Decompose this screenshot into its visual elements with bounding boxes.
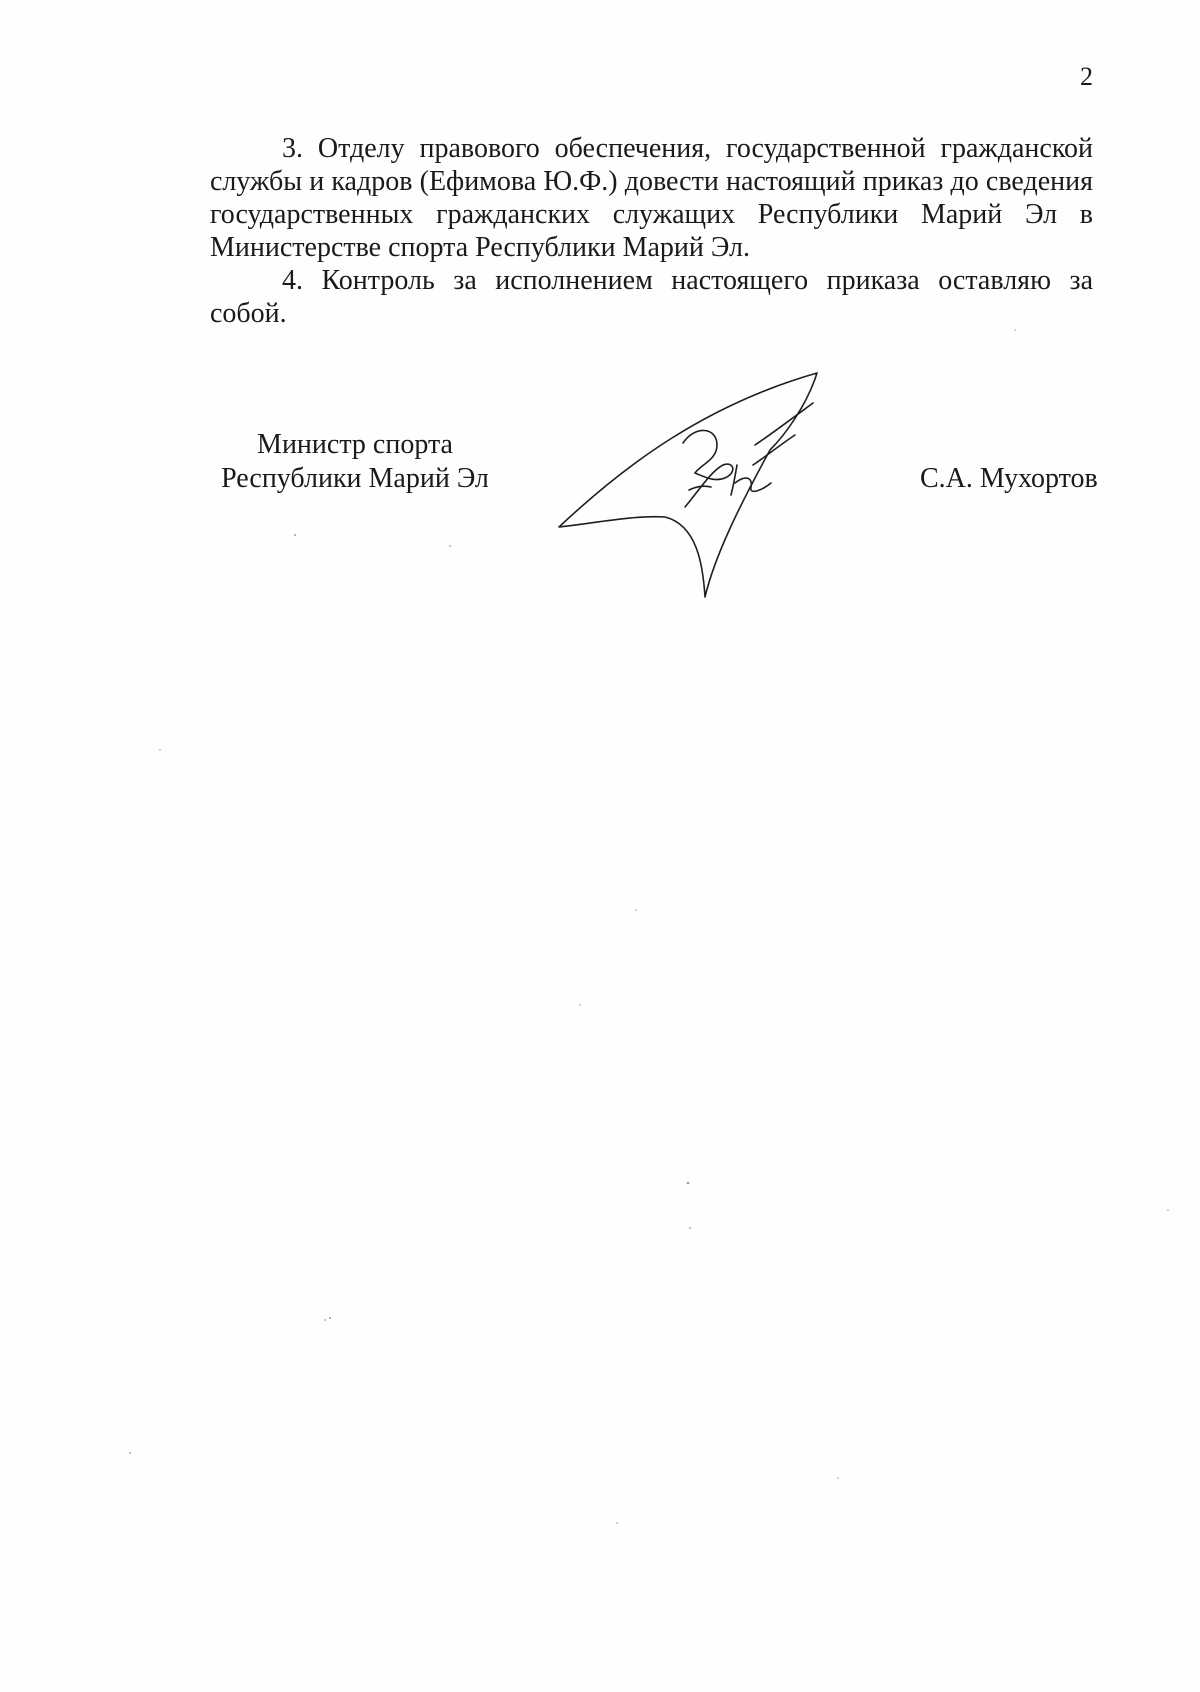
signatory-position-line-2: Республики Марий Эл [221,463,489,494]
signatory-name: С.А. Мухортов [920,463,1098,494]
signatory-position-line-1: Министр спорта [257,429,453,460]
paragraph-4: 4. Контроль за исполнением настоящего приказа оставляю за собой. [210,265,1093,329]
signatory-position [200,428,510,496]
handwritten-signature [555,365,835,605]
page-number: 2 [1080,62,1093,91]
signature-block [0,0,1200,700]
paragraph-3: 3. Отделу правового обеспечения, государственной гражданской службы и кадров (Ефимова Ю.Ф.) довести настоящий приказ до сведения государственных гражданских служащих Республики Марий Эл в Министерстве спорта Республики Марий Эл. [210,133,1093,263]
